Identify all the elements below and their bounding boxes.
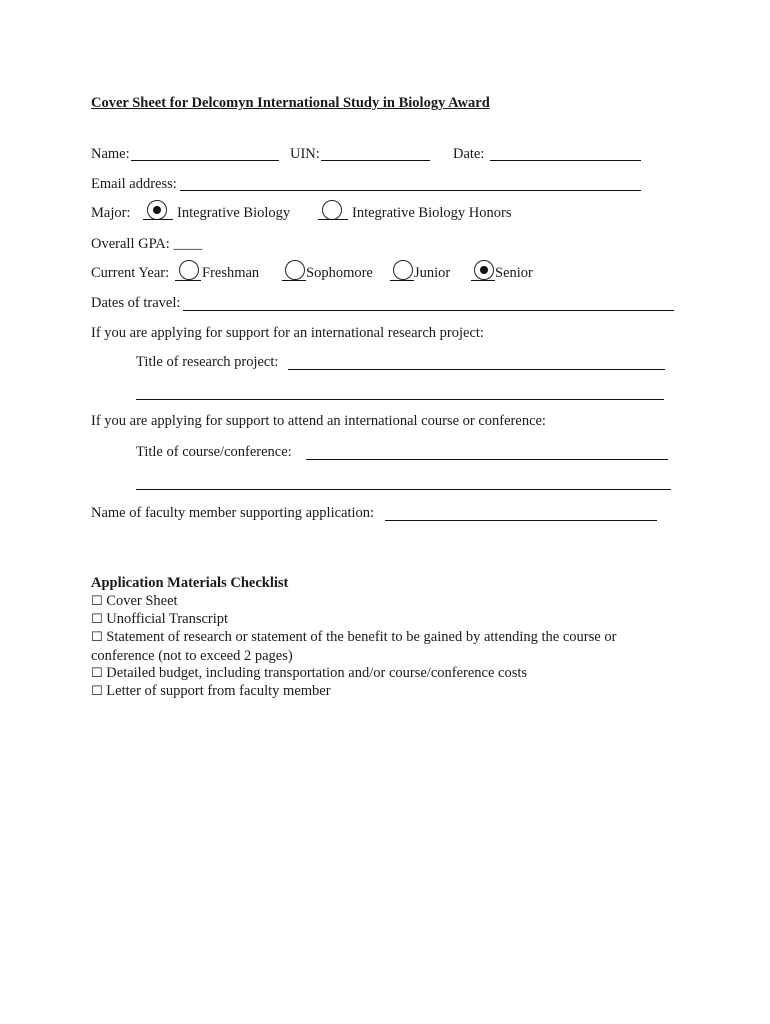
page-title: Cover Sheet for Delcomyn International Study in Biology Award <box>91 95 490 111</box>
year-radio-junior[interactable] <box>393 260 413 280</box>
checklist-item <box>91 594 178 609</box>
checkbox-icon[interactable]: ☐ <box>91 684 103 699</box>
year-radio-underline <box>471 280 495 281</box>
checklist-item-continuation: conference (not to exceed 2 pages) <box>91 648 293 664</box>
year-option-label: Freshman <box>202 265 260 281</box>
checklist-item <box>91 630 616 645</box>
research-title-field[interactable] <box>288 369 665 370</box>
checkbox-icon[interactable]: ☐ <box>91 666 103 681</box>
travel-label: Dates of travel: <box>91 295 181 311</box>
course-intro: If you are applying for support to attend an international course or conference: <box>91 413 546 429</box>
email-label: Email address: <box>91 176 177 192</box>
major-radio-integrative-biology-honors[interactable] <box>322 200 342 220</box>
uin-label: UIN: <box>290 146 320 162</box>
course-title-field[interactable] <box>306 459 668 460</box>
research-intro: If you are applying for support for an international research project: <box>91 325 484 341</box>
major-option-label: Integrative Biology <box>177 205 291 221</box>
name-label: Name: <box>91 146 130 162</box>
checklist-item-label: Unofficial Transcript <box>106 611 229 627</box>
year-option-label: Sophomore <box>306 265 373 281</box>
email-field[interactable] <box>180 190 641 191</box>
travel-field[interactable] <box>183 310 674 311</box>
date-field[interactable] <box>490 160 641 161</box>
checklist-heading: Application Materials Checklist <box>91 575 289 591</box>
faculty-field[interactable] <box>385 520 657 521</box>
checklist-item-label: Statement of research or statement of the benefit to be gained by attending the course or <box>106 629 617 645</box>
year-label: Current Year: <box>91 265 170 281</box>
major-radio-integrative-biology[interactable] <box>147 200 167 220</box>
year-radio-sophomore[interactable] <box>285 260 305 280</box>
gpa-label: Overall GPA: ____ <box>91 236 203 252</box>
year-option-label: Senior <box>495 265 533 281</box>
year-radio-freshman[interactable] <box>179 260 199 280</box>
research-title-field-line2[interactable] <box>136 399 664 400</box>
research-title-label: Title of research project: <box>136 354 279 370</box>
checklist-item-label: Letter of support from faculty member <box>106 683 331 699</box>
major-radio-underline <box>318 219 348 220</box>
date-label: Date: <box>453 146 485 162</box>
checkbox-icon[interactable]: ☐ <box>91 612 103 627</box>
major-radio-underline <box>143 219 173 220</box>
course-title-field-line2[interactable] <box>136 489 671 490</box>
year-radio-underline <box>282 280 306 281</box>
major-option-label: Integrative Biology Honors <box>352 205 512 221</box>
year-radio-underline <box>175 280 201 281</box>
major-label: Major: <box>91 205 131 221</box>
name-field[interactable] <box>131 160 279 161</box>
uin-field[interactable] <box>321 160 430 161</box>
year-option-label: Junior <box>414 265 451 281</box>
year-radio-senior[interactable] <box>474 260 494 280</box>
checkbox-icon[interactable]: ☐ <box>91 594 103 609</box>
checklist-item <box>91 684 331 699</box>
checklist-item <box>91 612 228 627</box>
course-title-label: Title of course/conference: <box>136 444 292 460</box>
faculty-label: Name of faculty member supporting application: <box>91 505 375 521</box>
checklist-item <box>91 666 527 681</box>
year-radio-underline <box>390 280 414 281</box>
checkbox-icon[interactable]: ☐ <box>91 630 103 645</box>
checklist-item-label: Cover Sheet <box>106 593 178 609</box>
checklist-item-label: Detailed budget, including transportation and/or course/conference costs <box>106 665 528 681</box>
